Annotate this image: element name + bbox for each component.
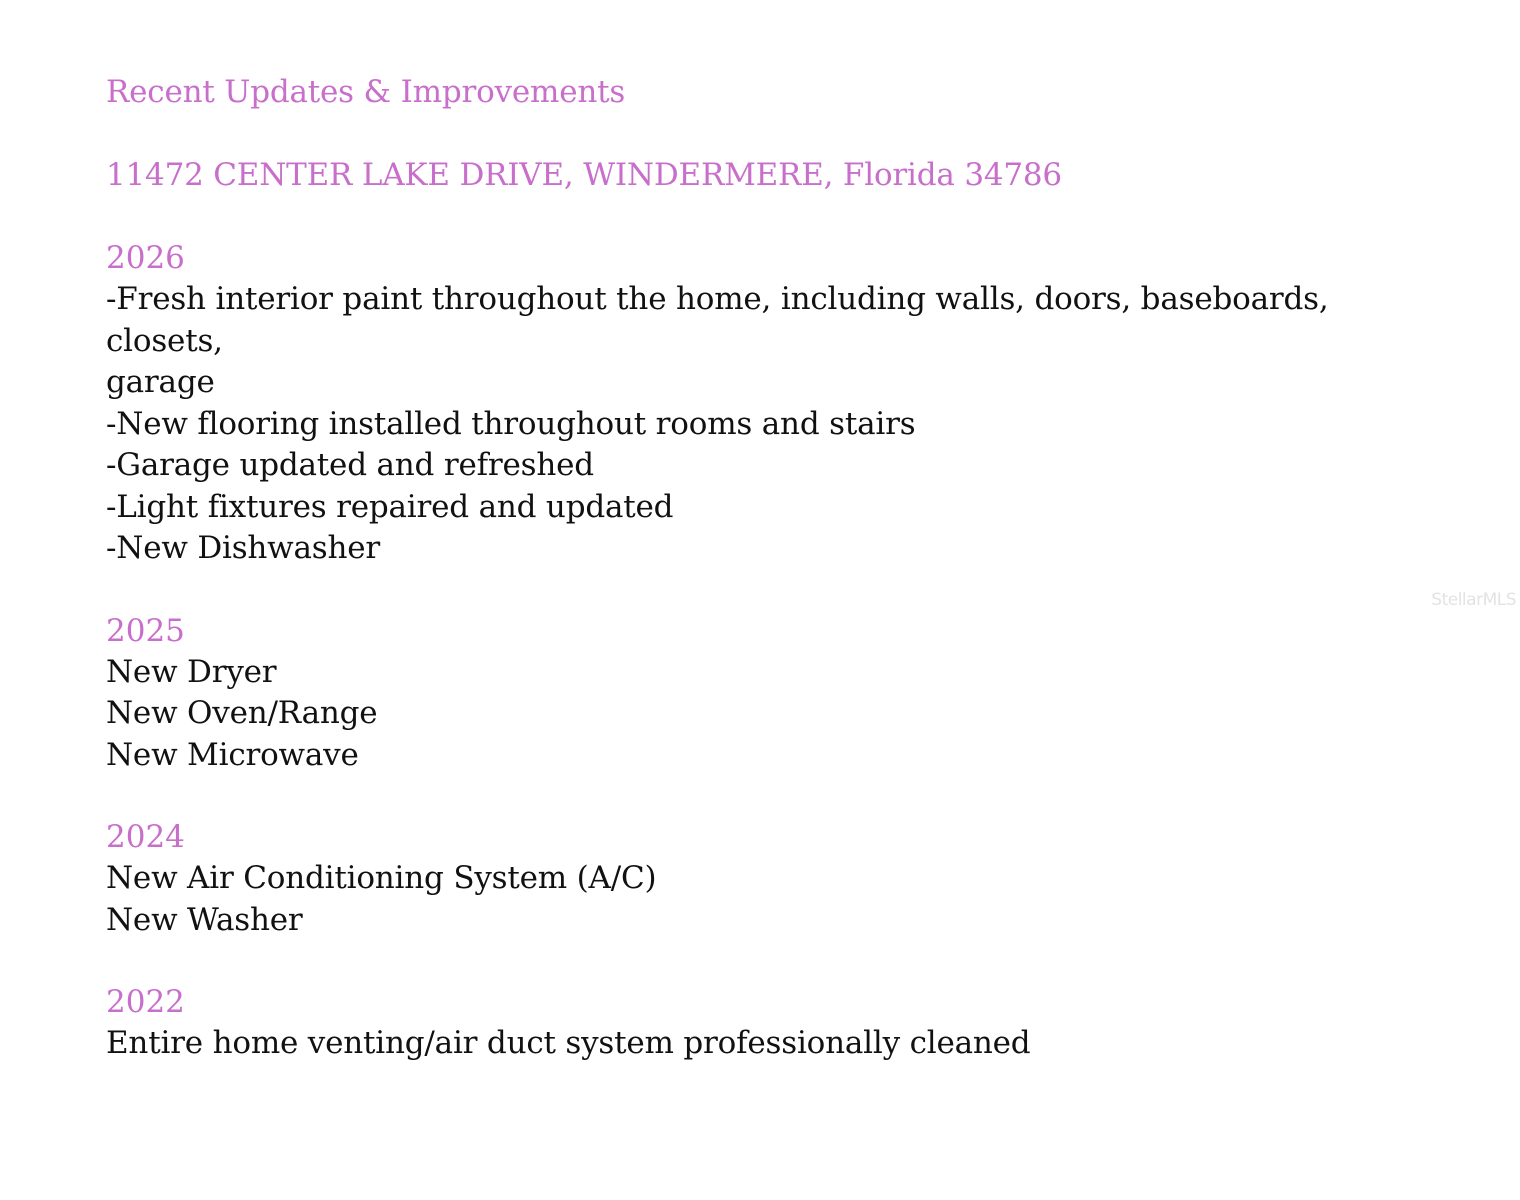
section-year: 2024 [106,819,185,855]
section-2025 [106,611,1426,777]
section-year: 2025 [106,612,185,649]
list-item: New Oven/Range [106,695,378,731]
list-item: -New flooring installed throughout rooms and stairs [106,405,916,442]
list-item: New Dryer [106,653,277,690]
section-year: 2026 [106,240,185,276]
section-year: 2022 [106,984,185,1020]
property-address: 11472 CENTER LAKE DRIVE, WINDERMERE, Florida 34786 [106,157,1062,193]
update-list [106,1023,1426,1065]
list-item: -Light fixtures repaired and updated [106,488,674,525]
update-list [106,279,1426,570]
list-item: garage [106,364,215,400]
document-title: Recent Updates & Improvements [106,74,626,110]
list-item: -Garage updated and refreshed [106,447,594,483]
list-item: Entire home venting/air duct system professionally cleaned [106,1025,1031,1061]
list-item: closets, [106,322,223,359]
document [106,72,1426,1065]
list-item: New Washer [106,901,303,938]
update-list [106,652,1426,777]
section-2026 [106,238,1426,570]
update-list [106,858,1426,941]
list-item: New Microwave [106,736,359,773]
section-2022 [106,982,1426,1065]
mls-watermark: StellarMLS [1431,590,1516,610]
list-item: -New Dishwasher [106,530,381,566]
list-item: -Fresh interior paint throughout the home, including walls, doors, baseboards, [106,281,1329,317]
section-2024 [106,817,1426,941]
list-item: New Air Conditioning System (A/C) [106,860,657,896]
